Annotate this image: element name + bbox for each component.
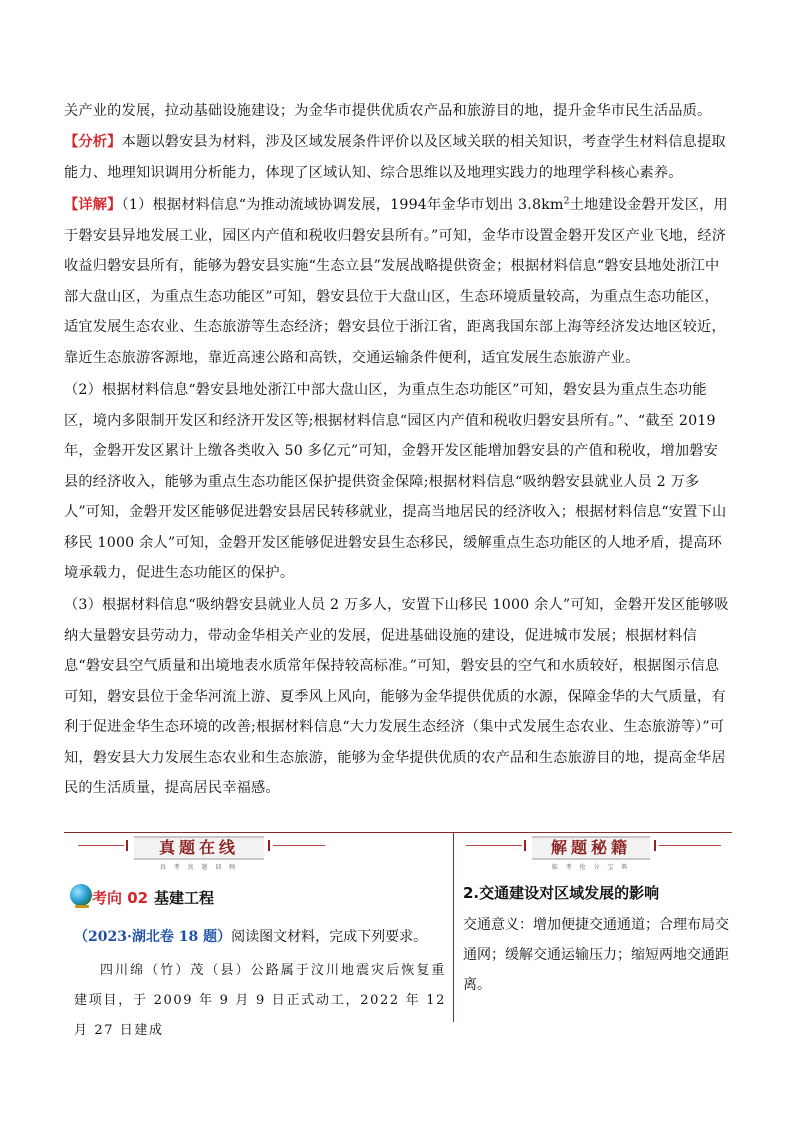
analysis-tag: 【分析】 — [64, 134, 122, 150]
detail-p1-rest: 土地建设金磐开发区，用于磐安县异地发展工业，园区内产值和税收归磐安县所有。”可知，金华市设置金磐开发区产业飞地，经济收益归磐安县所有，能够为磐安县实施“生态立县”发展战略提供资金；根据材料信息“磐安县地处浙江中部大盘山区，为重点生态功能区”可知，磐安县位于大盘山区，生态环境质量较高，为重点生态功能区，适宜发展生态农业、生态旅游等生态经济；磐安县位于浙江省，距离我国东部上海等经济发达地区较近，靠近生态旅游客源地，靠近高速公路和高铁，交通运输条件便利，适宜发展生态旅游产业。 — [64, 197, 728, 366]
tips-heading: 2.交通建设对区域发展的影响 — [463, 884, 660, 902]
detail-p1-start: （1）根据材料信息“为推动流域协调发展，1994年金华市划出 3.8km — [121, 197, 564, 213]
left-banner-deco-right — [273, 845, 325, 846]
globe-stand-icon — [75, 905, 89, 908]
globe-icon — [70, 884, 92, 906]
right-banner-deco-right — [659, 845, 721, 846]
panel-top-rule — [64, 832, 732, 833]
detail-paragraph-1 — [64, 190, 732, 373]
detail-tag: 【详解】 — [64, 197, 122, 213]
detail-paragraph-3: （3）根据材料信息“吸纳磐安县就业人员 2 万多人，安置下山移民 1000 余人”可知，金磐开发区能够吸纳大量磐安县劳动力，带动金华相关产业的发展，促进基础设施的建设，促进城市发展；根据材料信息“磐安县空气质量和出境地表水质常年保持较高标准。”可知，磐安县的空气和水质较好，根据图示信息可知，磐安县位于金华河流上游、夏季风上风向，能够为金华提供优质的水源，保障金华的大气质量，有利于促进金华生态环境的改善;根据材料信息“大力发展生态经济（集中式发展生态农业、生态旅游等）”可知，磐安县大力发展生态农业和生态旅游，能够为金华提供优质的农产品和生态旅游目的地，提高金华居民的生活质量，提高居民幸福感。 — [64, 597, 729, 796]
analysis-text: 本题以磐安县为材料，涉及区域发展条件评价以及区域关联的相关知识，考查学生材料信息提取能力、地理知识调用分析能力，体现了区域认知、综合思维以及地理实践力的地理学科核心素养。 — [64, 134, 726, 181]
right-banner-deco-left — [466, 845, 522, 846]
left-banner-tick-left — [126, 840, 128, 851]
left-banner-tick-right — [268, 840, 270, 851]
question-text: 四川绵（竹）茂（县）公路属于汶川地震灾后恢复重建项目，于 2009 年 9 月 9 日正式动工，2022 年 12 月 27 日建成 — [74, 963, 446, 1038]
left-banner-subtitle: 真 考 真 题 回 顾 — [159, 864, 239, 871]
question-prompt: 阅读图文材料，完成下列要求。 — [231, 929, 428, 945]
right-banner-subtitle: 临 考 抢 分 宝 典 — [551, 864, 631, 871]
kaoxiang-title: 基建工程 — [154, 889, 215, 907]
kaoxiang-label: 考向 02 — [92, 889, 149, 907]
superscript-2: 2 — [563, 196, 570, 207]
left-banner-deco-left — [78, 845, 124, 846]
right-banner: 解题秘籍 — [532, 836, 650, 860]
intro-line: 关产业的发展，拉动基础设施建设；为金华市提供优质农产品和旅游目的地，提升金华市民生活品质。 — [64, 103, 712, 119]
detail-paragraph-2: （2）根据材料信息“磐安县地处浙江中部大盘山区，为重点生态功能区”可知，磐安县为重点生态功能区，境内多限制开发区和经济开发区等;根据材料信息“园区内产值和税收归磐安县所有。”、“截至 2019 年，金磐开发区累计上缴各类收入 50 多亿元”可知，金磐开发区能增加磐安县的产值和税收，增加磐安县的经济收入，能够为重点生态功能区保护提供资金保障;根据材料信息“吸纳磐安县就业人员 2 万多人”可知，金磐开发区能够促进磐安县居民转移就业，提高当地居民的经济收入；根据材料信息“安置下山移民 1000 余人”可知，金磐开发区能够促进磐安县生态移民，缓解重点生态功能区的人地矛盾，提高环境承载力，促进生态功能区的保护。 — [64, 382, 727, 581]
analysis-paragraph — [64, 127, 732, 188]
right-banner-tick-left — [524, 840, 526, 851]
panel-divider — [453, 832, 454, 1022]
tips-body: 交通意义：增加便捷交通通道；合理布局交通网；缓解交通运输压力；缩短两地交通距离。 — [463, 917, 729, 993]
left-banner: 真题在线 — [134, 836, 264, 860]
question-line — [74, 926, 427, 948]
right-banner-tick-right — [654, 840, 656, 851]
question-source: （2023·湖北卷 18 题） — [74, 929, 232, 945]
